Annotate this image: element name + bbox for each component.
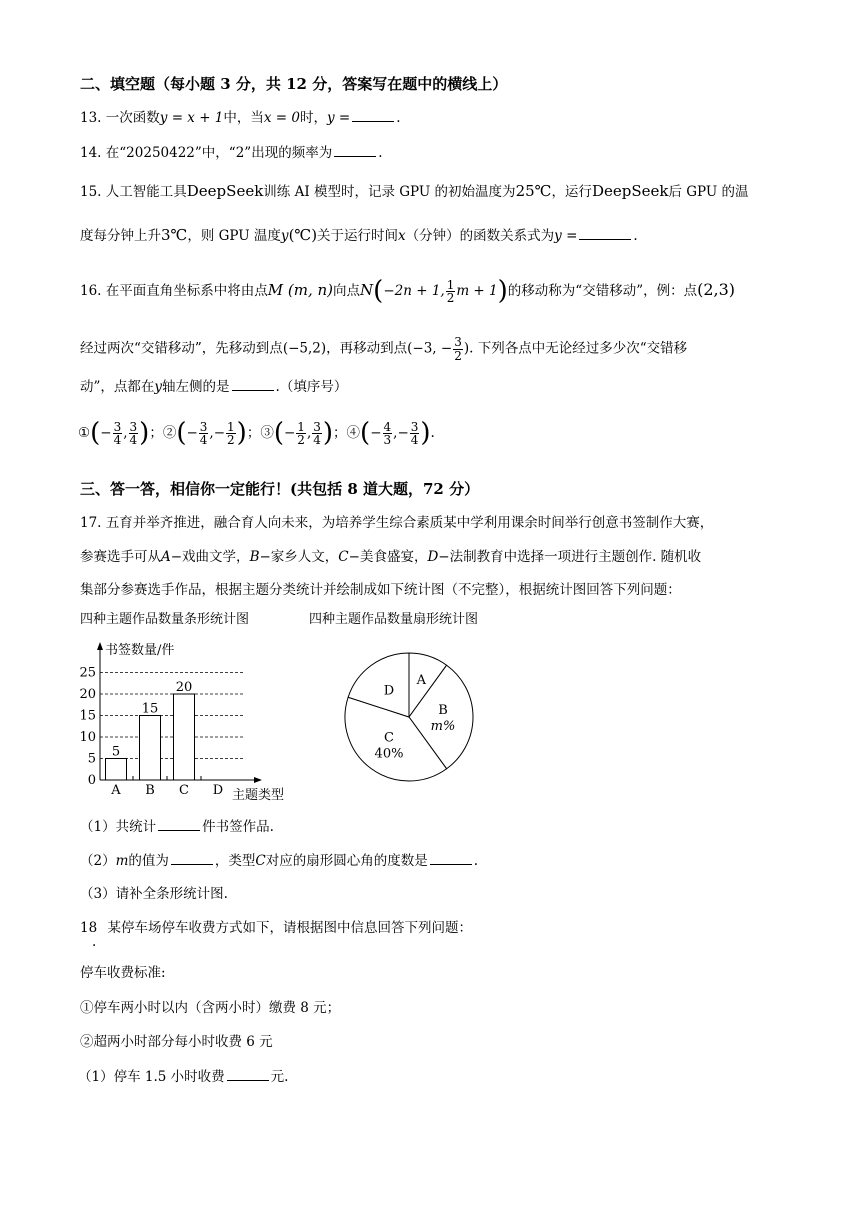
pie-slice-label: A [416,672,427,688]
answer-blank[interactable] [171,852,213,865]
y-tick-label: 10 [79,730,96,745]
fraction: $\frac{3}{4}$ [199,419,208,448]
answer-blank[interactable] [227,1068,269,1081]
parking-standard-title: 停车收费标准: [80,965,166,981]
x-axis-label: 主题类型 [232,788,285,803]
y-tick-label: 0 [87,773,96,788]
option-1: ①(− $\frac{3}{4}$ , $\frac{3}{4}$ )； [78,418,163,448]
question-13: 13. 一次函数y = x + 1中，当x = 0时，y = . [80,110,401,126]
question-17-line-1: 17. 五育并举齐推进，融合育人向未来，为培养学生综合素质某中学利用课余时间举行创意书签制作大赛， [80,515,714,531]
question-number: 17. [80,515,102,531]
x-tick-label: D [212,783,224,798]
question-number: 14. [80,145,102,161]
question-16-line-3: 动”，点都在y轴左侧的是 .（填序号） [80,379,348,395]
point-m: M (m, n) [267,281,334,300]
question-number: 18 [80,920,98,936]
y-axis-label: 书签数量/件 [105,643,175,658]
answer-blank[interactable] [430,852,472,865]
answer-blank[interactable] [352,109,394,122]
question-17-line-3: 集部分参赛选手作品，根据主题分类统计并绘制成如下统计图（不完整），根据统计图回答下列问题： [80,582,681,598]
pie-chart [336,648,482,786]
pie-slice-label: C [384,730,394,746]
question-17-line-2: 参赛选手可从A−戏曲文学，B−家乡人文，C−美食盛宴，D−法制教育中选择一项进行主题创作. 随机收 [80,549,702,565]
y-axis-arrow [97,642,103,650]
question-16-line-1: 16. 在平面直角坐标系中将由点M (m, n)向点N(−2n + 1, $\frac{1}{2}$ m + 1)的移动称为“交错移动”，例：点(2,3) [80,276,736,306]
pie-slice-label: D [383,683,395,699]
option-mark: ① [78,425,91,442]
bar-data-label: 5 [111,744,121,760]
option-mark: ④ [346,425,361,442]
question-number: 16. [80,283,102,300]
y-tick-label: 5 [87,751,96,767]
bar-chart-title: 四种主题作品数量条形统计图 [80,612,250,627]
fraction: $\frac{3}{2}$ [454,335,462,363]
answer-blank[interactable] [579,227,631,240]
option-3: ③(− $\frac{1}{2}$ , $\frac{3}{4}$ )； [260,418,347,448]
pie-slice-value: m% [430,719,456,734]
x-axis-arrow [254,777,262,783]
question-18: 18 某停车场停车收费方式如下，请根据图中信息回答下列问题： [80,920,472,936]
fraction: $\frac{1}{2}$ [297,419,305,448]
option-mark: ③ [260,425,274,442]
function-expression: y = x + 1 [159,110,224,126]
bar-C [174,694,195,780]
bar-data-label: 15 [141,701,159,717]
fraction: $\frac{3}{4}$ [410,419,419,448]
section-2-title: 二、填空题（每小题 3 分，共 12 分，答案写在题中的横线上） [80,75,508,93]
question-18-dot: . [92,934,97,950]
y-tick-label: 25 [79,665,96,681]
pie-chart-title: 四种主题作品数量扇形统计图 [309,612,479,627]
option-2: ②(− $\frac{3}{4}$ ,− $\frac{1}{2}$ )； [162,418,261,448]
pie-slice-label: B [438,703,448,718]
bar-A [106,759,127,781]
fraction: $\frac{4}{3}$ [383,419,392,448]
question-17-sub-2: （2）m的值为 ，类型C对应的扇形圆心角的度数是 . [80,853,479,869]
question-15-line-1: 15. 人工智能工具DeepSeek训练 AI 模型时，记录 GPU 的初始温度为25℃，运行DeepSeek后 GPU 的温 [80,182,749,200]
question-number: 13. [80,110,102,126]
answer-blank[interactable] [334,144,376,157]
option-mark: ② [162,425,177,442]
x-tick-label: C [179,783,189,798]
section-3-title: 三、答一答，相信你一定能行！(共包括 8 道大题，72 分） [80,480,480,498]
bar-data-label: 20 [175,680,193,695]
answer-blank[interactable] [158,818,200,831]
question-15-line-2: 度每分钟上升3℃，则 GPU 温度y(℃)关于运行时间x（分钟）的函数关系式为y = . [80,226,638,244]
fraction: $\frac{1}{2}$ [227,419,235,448]
question-16-options [78,418,435,449]
y-tick-label: 20 [79,687,96,702]
question-17-sub-1: （1）共统计 件书签作品. [80,819,274,835]
question-18-sub-1: （1）停车 1.5 小时收费 元. [78,1069,289,1085]
bar-B [140,716,161,781]
question-17-sub-3: （3）请补全条形统计图. [80,886,228,902]
fraction: $\frac{1}{2}$ [446,277,455,306]
question-number: 15. [80,184,102,200]
answer-blank[interactable] [232,378,274,391]
x-tick-label: B [145,783,155,798]
fraction: $\frac{3}{4}$ [129,419,138,448]
option-4: ④(− $\frac{4}{3}$ ,− $\frac{3}{4}$ ). [346,418,435,448]
question-14: 14. 在“20250422”中，“2”出现的频率为 . [80,145,383,161]
question-16-line-2: 经过两次“交错移动”，先移动到点(−5,2)，再移动到点(−3, − $\frac{3}{2}$ ). 下列各点中无论经过多少次“交错移 [80,335,688,363]
fraction: $\frac{3}{4}$ [113,419,122,448]
x-tick-label: A [111,783,121,798]
bar-chart [70,632,310,804]
fraction: $\frac{3}{4}$ [313,419,321,448]
pie-slice-value: 40% [374,746,404,762]
parking-rule-2: ②超两小时部分每小时收费 6 元 [80,1034,273,1050]
parking-rule-1: ①停车两小时以内（含两小时）缴费 8 元； [80,1000,341,1016]
y-tick-label: 15 [79,708,96,724]
